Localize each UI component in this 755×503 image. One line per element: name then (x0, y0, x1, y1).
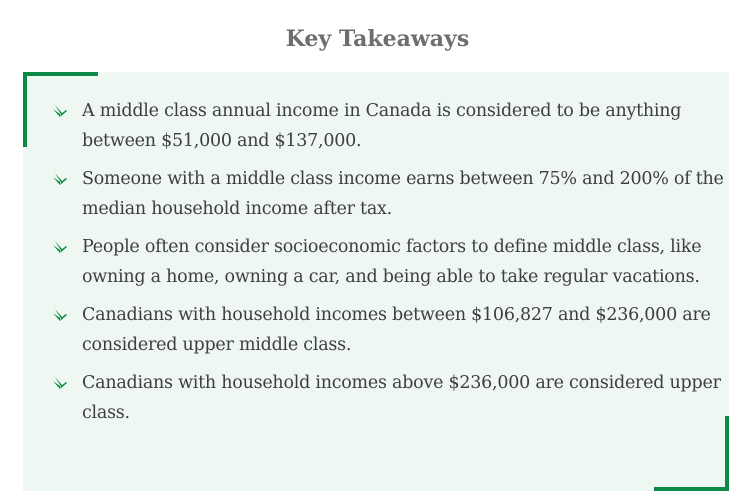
corner-accent-bottom-right-horizontal (654, 487, 729, 491)
takeaway-text: A middle class annual income in Canada is considered to be anything between $51,000 and $137,000. (82, 101, 682, 151)
leaf-check-icon (52, 103, 68, 119)
leaf-check-icon (52, 171, 68, 187)
leaf-check-icon (52, 375, 68, 391)
takeaways-list (52, 96, 724, 436)
takeaway-text: Canadians with household incomes between $106,827 and $236,000 are considered upper middle class. (82, 305, 711, 355)
list-item (52, 164, 724, 224)
corner-accent-top-left-horizontal (23, 72, 98, 76)
page-title: Key Takeaways (285, 26, 470, 52)
leaf-check-icon (52, 239, 68, 255)
takeaway-text: Someone with a middle class income earns between 75% and 200% of the median household income after tax. (82, 169, 724, 219)
leaf-check-icon (52, 307, 68, 323)
takeaway-text: Canadians with household incomes above $236,000 are considered upper class. (82, 373, 721, 423)
takeaway-text: People often consider socioeconomic factors to define middle class, like owning a home, owning a car, and being able to take regular vacations. (82, 237, 702, 287)
list-item (52, 232, 724, 292)
corner-accent-top-left-vertical (23, 72, 27, 147)
list-item (52, 368, 724, 428)
list-item (52, 300, 724, 360)
corner-accent-bottom-right-vertical (725, 416, 729, 491)
list-item (52, 96, 724, 156)
